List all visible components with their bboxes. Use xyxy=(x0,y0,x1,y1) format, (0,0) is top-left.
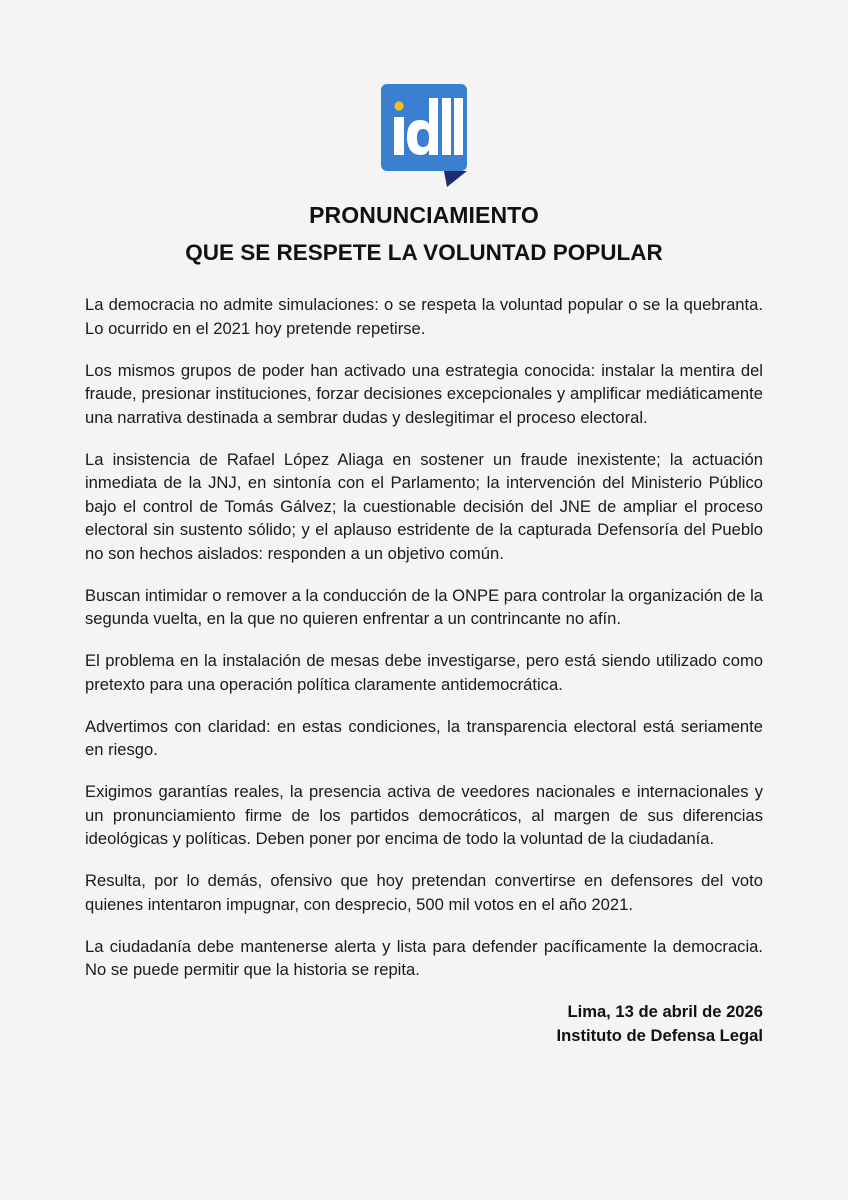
logo-letter-i xyxy=(394,117,404,155)
signature-organization: Instituto de Defensa Legal xyxy=(556,1026,763,1045)
paragraph-7: Exigimos garantías reales, la presencia activa de veedores nacionales e internacionales y un pronunciamiento firme de los partidos democráticos, al margen de sus diferencias ideológicas y políticas. Deben poner por encima de todo la voluntad de la ciudadanía. xyxy=(85,782,763,848)
signature-place-date: Lima, 13 de abril de 2026 xyxy=(567,1002,763,1021)
paragraph-1: La democracia no admite simulaciones: o se respeta la voluntad popular o se la quebranta. Lo ocurrido en el 2021 hoy pretende repetirse. xyxy=(85,295,763,338)
paragraph-2: Los mismos grupos de poder han activado una estrategia conocida: instalar la mentira del fraude, presionar instituciones, forzar decisiones excepcionales y amplificar mediáticamente una narrativa destinada a sembrar dudas y deslegitimar el proceso electoral. xyxy=(85,360,763,427)
paragraph-3: La insistencia de Rafael López Aliaga en sostener un fraude inexistente; la actuación inmediata de la JNJ, en sintonía con el Parlamento; la intervención del Ministerio Público bajo el control de Tomás Gálvez; la cuestionable decisión del JNE de ampliar el proceso electoral sin sustento sólido; y el aplauso estridente de la capturada Defensoría del Pueblo no son hechos aislados: responden a un objetivo común. xyxy=(85,449,763,563)
paragraph-6: Advertimos con claridad: en estas condiciones, la transparencia electoral está seriamente en riesgo. xyxy=(85,716,763,759)
signature-block xyxy=(556,1000,763,1048)
paragraph-4: Buscan intimidar o remover a la conducción de la ONPE para controlar la organización de la segunda vuelta, en la que no quieren enfrentar a un contrincante no afín. xyxy=(85,585,763,628)
document-title: PRONUNCIAMIENTO xyxy=(309,202,539,228)
paragraph-9: La ciudadanía debe mantenerse alerta y lista para defender pacíficamente la democracia. No se puede permitir que la historia se repita. xyxy=(85,936,763,979)
idl-logo-graphic xyxy=(381,84,467,188)
logo-letter-l1 xyxy=(442,98,451,155)
document-body xyxy=(85,293,763,1000)
logo-letter-l2 xyxy=(454,98,463,155)
idl-logo xyxy=(381,84,467,188)
logo-speech-tail xyxy=(444,171,467,187)
paragraph-5: El problema en la instalación de mesas debe investigarse, pero está siendo utilizado como pretexto para una operación política claramente antidemocrática. xyxy=(85,651,763,694)
logo-dot xyxy=(394,101,403,110)
paragraph-8: Resulta, por lo demás, ofensivo que hoy pretendan convertirse en defensores del voto quienes intentaron impugnar, con desprecio, 500 mil votos en el año 2021. xyxy=(85,871,763,914)
document-subtitle: QUE SE RESPETE LA VOLUNTAD POPULAR xyxy=(185,240,663,265)
